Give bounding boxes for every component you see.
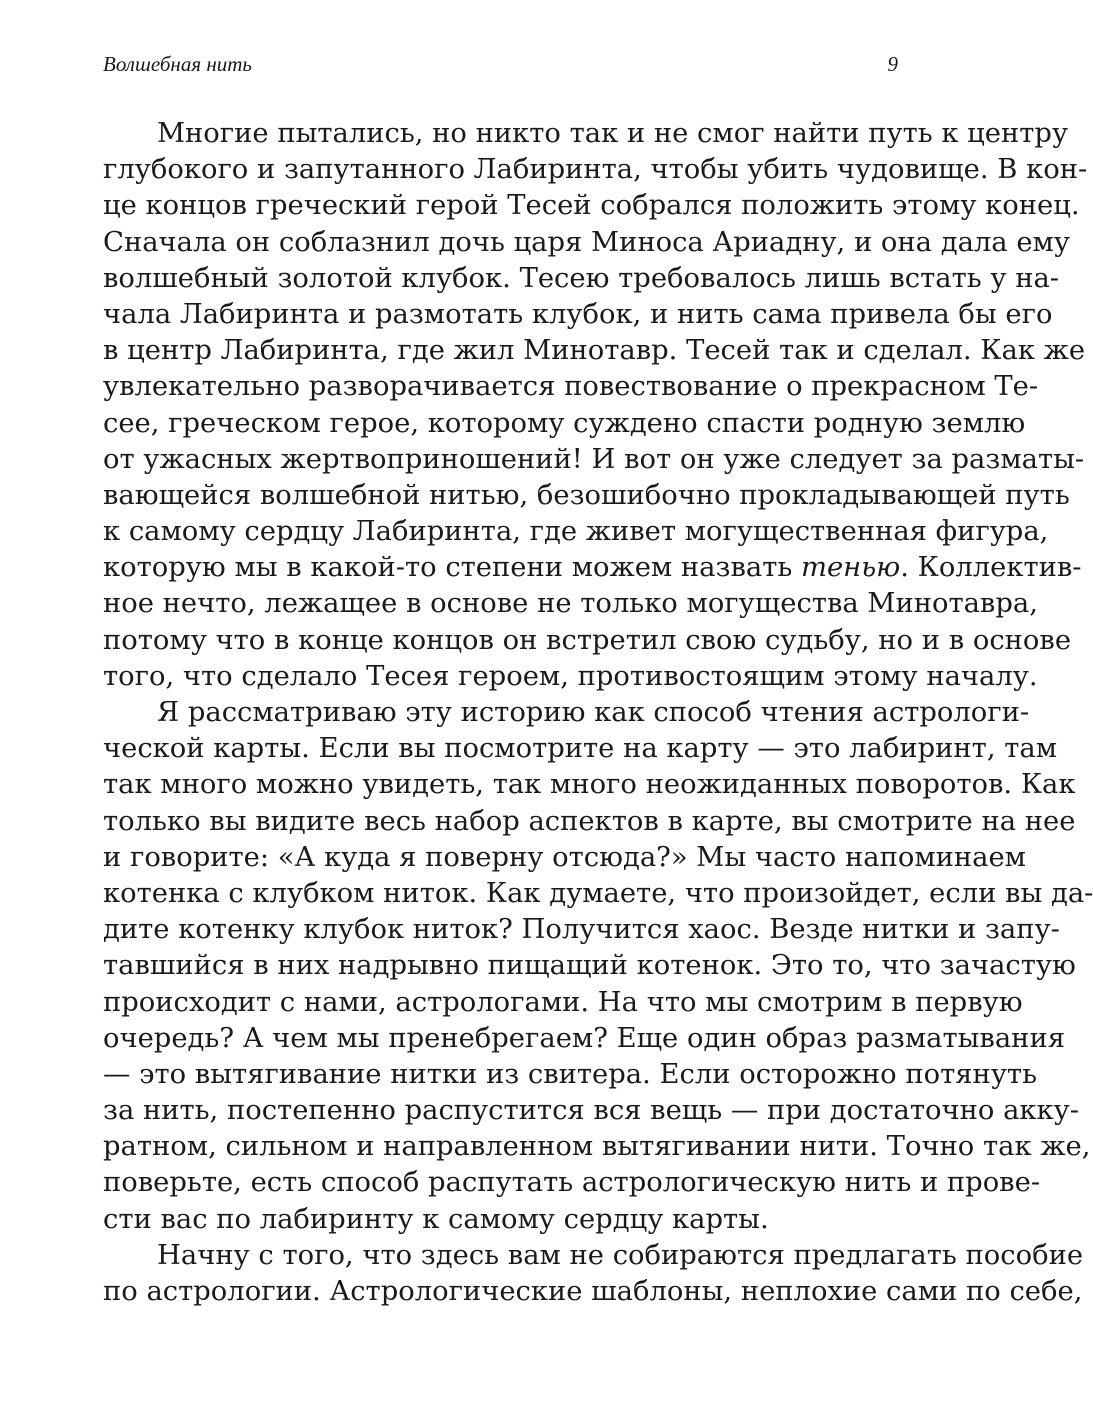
text-line: за нить, постепенно распустится вся вещь — при достаточно акку- [103,1095,1080,1127]
paragraph-2 [103,695,1093,1238]
text-line: ное нечто, лежащее в основе не только могущества Минотавра, [103,588,1038,620]
emphasized-word: тенью [800,552,901,584]
text-line: поверьте, есть способ распутать астрологическую нить и прове- [103,1167,1041,1199]
paragraph-3 [103,1238,1084,1310]
text-line: очередь? А чем мы пренебрегаем? Еще один образ разматывания [103,1022,1065,1054]
text-line: в центр Лабиринта, где жил Минотавр. Тесей так и сделал. Как же [103,335,1086,367]
text-line: Сначала он соблазнил дочь царя Миноса Ариадну, и она дала ему [103,226,1070,258]
line-text-continuation: . Коллектив- [900,552,1082,584]
text-line: тавшийся в них надрывно пищащий котенок. Это то, что зачастую [103,950,1076,982]
text-line: вающейся волшебной нитью, безошибочно прокладывающей путь [103,479,1070,511]
text-line: котенка с клубком ниток. Как думаете, что произойдет, если вы да- [103,877,1093,909]
text-line: волшебный золотой клубок. Тесею требовалось лишь встать у на- [103,262,1060,294]
text-line: — это вытягивание нитки из свитера. Если осторожно потянуть [103,1058,1037,1090]
running-header [103,52,898,82]
text-line: Начну с того, что здесь вам не собираются предлагать пособие [157,1239,1084,1271]
text-line: того, что сделало Тесея героем, противостоящим этому началу. [103,660,1038,692]
paragraph-1 [103,116,1088,695]
text-line: сее, греческом герое, которому суждено спасти родную землю [103,407,1026,439]
text-line: це концов греческий герой Тесей собрался положить этому конец. [103,190,1080,222]
text-line: Многие пытались, но никто так и не смог найти путь к центру [157,118,1069,149]
text-line: происходит с нами, астрологами. На что мы смотрим в первую [103,986,1023,1018]
text-line: и говорите: «А куда я поверну отсюда?» Мы часто напоминаем [103,841,1026,873]
text-line: от ужасных жертвоприношений! И вот он уже следует за разматы- [103,443,1085,475]
text-line: ческой карты. Если вы посмотрите на карту — это лабиринт, там [103,733,1058,765]
text-line: к самому сердцу Лабиринта, где живет могущественная фигура, [103,516,1049,548]
text-line: потому что в конце концов он встретил свою судьбу, но и в основе [103,624,1072,656]
line-text: которую мы в какой-то степени можем назвать [103,552,801,584]
text-line: дите котенку клубок ниток? Получится хаос. Везде нитки и запу- [103,914,1060,946]
text-line: Я рассматриваю эту историю как способ чтения астрологи- [157,697,1030,728]
text-line: глубокого и запутанного Лабиринта, чтобы убить чудовище. В кон- [103,154,1088,186]
page-number: 9 [887,52,898,76]
text-line: по астрологии. Астрологические шаблоны, неплохие сами по себе, [103,1276,1083,1307]
text-line: так много можно увидеть, так много неожиданных поворотов. Как [103,769,1076,801]
text-line: чала Лабиринта и размотать клубок, и нить сама привела бы его [103,298,1053,330]
page-body [103,116,1093,1310]
running-title: Волшебная нить [103,52,252,76]
text-line: только вы видите весь набор аспектов в карте, вы смотрите на нее [103,805,1076,837]
text-line: сти вас по лабиринту к самому сердцу карты. [103,1203,769,1235]
text-line-with-emphasis [103,550,1082,586]
text-line: увлекательно разворачивается повествование о прекрасном Те- [103,371,1039,403]
text-line: ратном, сильном и направленном вытягивании нити. Точно так же, [103,1131,1091,1163]
